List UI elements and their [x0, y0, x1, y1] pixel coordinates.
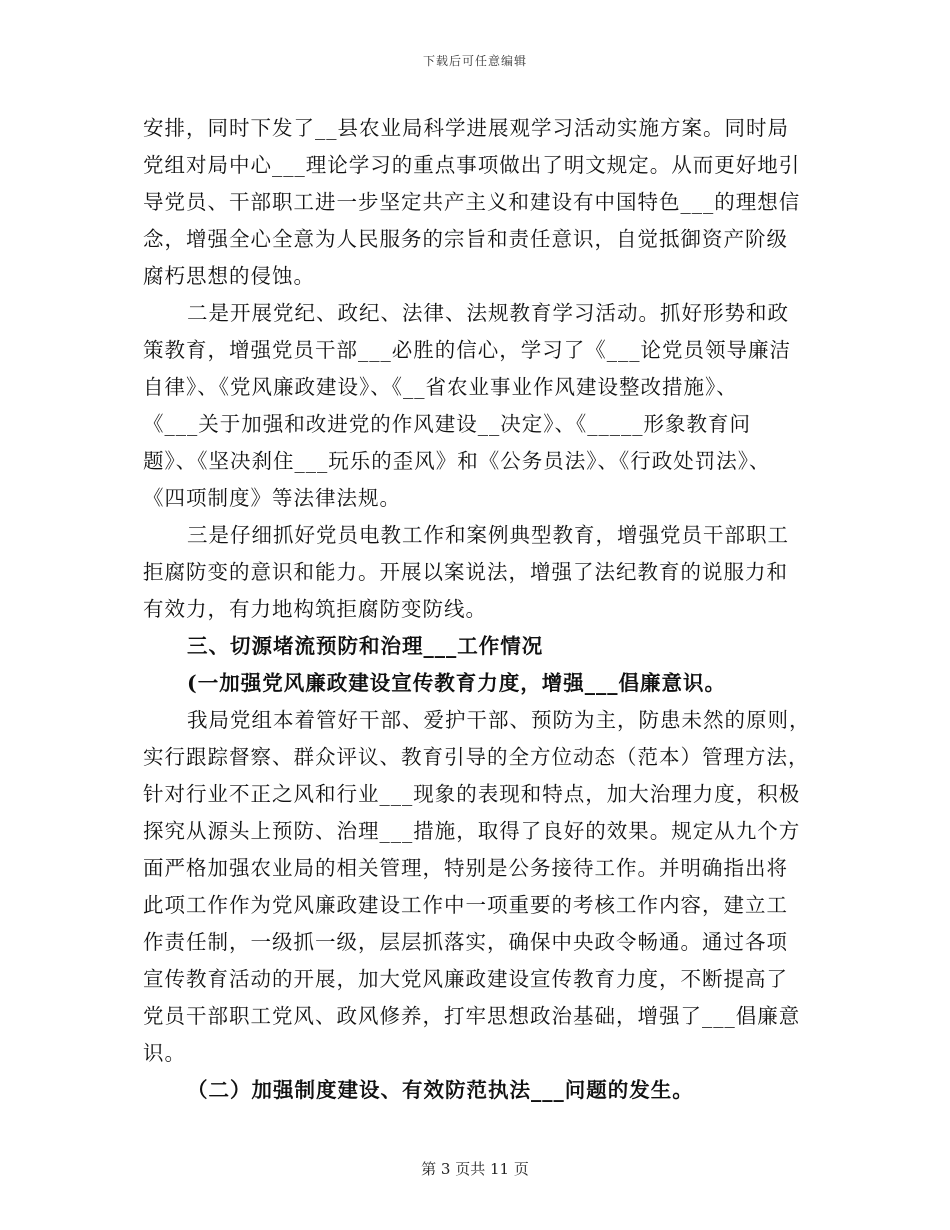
paragraph-line: 有效力，有力地构筑拒腐防变防线。 — [143, 597, 487, 621]
paragraph-line: 党组对局中心___理论学习的重点事项做出了明文规定。从而更好地引 — [143, 153, 801, 177]
paragraph-line: 我局党组本着管好干部、爱护干部、预防为主，防患未然的原则， — [187, 708, 811, 732]
paragraph-line: 《___关于加强和改进党的作风建设__决定》、《_____形象教育问 — [143, 412, 751, 436]
page-header: 下载后可任意编辑 — [422, 54, 527, 68]
paragraph-line: 自律》、《党风廉政建设》、《__省农业事业作风建设整改措施》、 — [143, 375, 738, 399]
paragraph-line: 识。 — [143, 1041, 186, 1065]
paragraph-line: 念，增强全心全意为人民服务的宗旨和责任意识，自觉抵御资产阶级 — [143, 227, 788, 251]
paragraph-line: 党员干部职工党风、政风修养，打牢思想政治基础，增强了___倡廉意 — [143, 1004, 801, 1028]
paragraph-line: 宣传教育活动的开展，加大党风廉政建设宣传教育力度，不断提高了 — [143, 967, 788, 991]
paragraph-line: 题》、《坚决刹住___玩乐的歪风》和《公务员法》、《行政处罚法》、 — [143, 449, 771, 473]
page-footer: 第 3 页共 11 页 — [421, 1160, 529, 1178]
paragraph-line: 拒腐防变的意识和能力。开展以案说法，增强了法纪教育的说服力和 — [143, 560, 788, 584]
paragraph-line: 针对行业不正之风和行业___现象的表现和特点，加大治理力度，积极 — [143, 782, 801, 806]
section-heading-line: 三、切源堵流预防和治理___工作情况 — [187, 634, 544, 658]
paragraph-line: 二是开展党纪、政纪、法律、法规教育学习活动。抓好形势和政 — [187, 301, 789, 325]
paragraph-line: 三是仔细抓好党员电教工作和案例典型教育，增强党员干部职工 — [187, 523, 789, 547]
paragraph-line: 作责任制，一级抓一级，层层抓落实，确保中央政令畅通。通过各项 — [143, 930, 788, 954]
document-body — [143, 110, 813, 1109]
paragraph-line: 《四项制度》等法律法规。 — [143, 486, 401, 510]
paragraph-line: 面严格加强农业局的相关管理，特别是公务接待工作。并明确指出将 — [143, 856, 788, 880]
paragraph-line: 腐朽思想的侵蚀。 — [143, 264, 315, 288]
paragraph-line: 策教育，增强党员干部___必胜的信心，学习了《___论党员领导廉洁 — [143, 338, 791, 362]
section-heading-line: (一加强党风廉政建设宣传教育力度，增强___倡廉意识。 — [187, 671, 726, 695]
paragraph-line: 安排，同时下发了__县农业局科学进展观学习活动实施方案。同时局 — [143, 116, 789, 140]
paragraph-line: 探究从源头上预防、治理___措施，取得了良好的效果。规定从九个方 — [143, 819, 801, 843]
paragraph-line: 实行跟踪督察、群众评议、教育引导的全方位动态（范本）管理方法， — [143, 745, 810, 769]
section-heading-line: （二）加强制度建设、有效防范执法___问题的发生。 — [187, 1078, 694, 1102]
paragraph-line: 此项工作作为党风廉政建设工作中一项重要的考核工作内容，建立工 — [143, 893, 788, 917]
paragraph-line: 导党员、干部职工进一步坚定共产主义和建设有中国特色___的理想信 — [143, 190, 801, 214]
